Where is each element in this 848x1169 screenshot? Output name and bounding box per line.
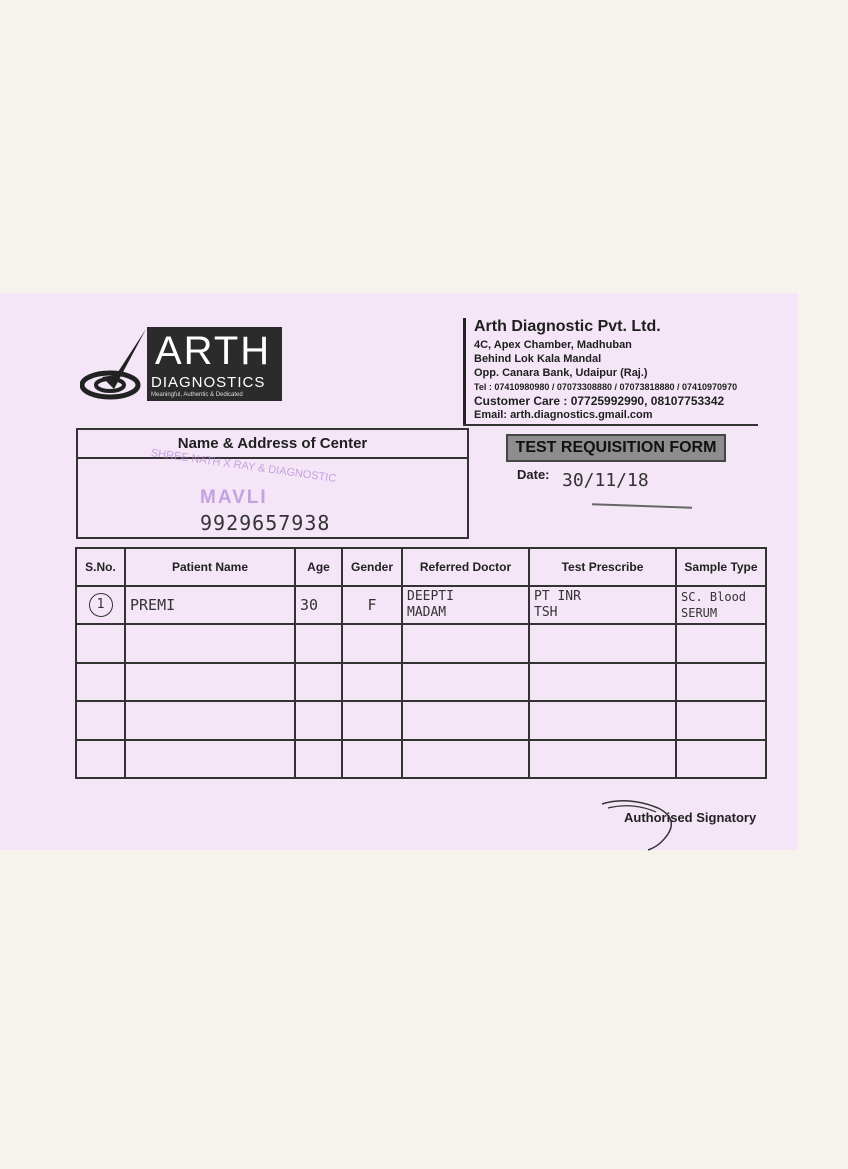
form-title: TEST REQUISITION FORM [506, 434, 726, 462]
target-check-icon [80, 327, 150, 402]
cell-sample [676, 586, 766, 624]
telephone-numbers: Tel : 07410980980 / 07073308880 / 07073818880 / 07410970970 [474, 382, 738, 392]
arth-logo [147, 327, 282, 401]
col-sample-type: Sample Type [676, 548, 766, 586]
col-gender: Gender [342, 548, 402, 586]
company-email: Email: arth.diagnostics.gmail.com [474, 409, 653, 421]
patient-table [75, 547, 767, 779]
cell-sno [76, 586, 125, 624]
customer-care: Customer Care : 07725992990, 08107753342 [474, 394, 725, 408]
center-title: Name & Address of Center [78, 430, 467, 459]
table-row [76, 586, 766, 624]
col-patient-name: Patient Name [125, 548, 295, 586]
logo-brand: ARTH [155, 329, 272, 373]
test-line-1: PT INR [534, 589, 581, 605]
cell-gender: F [342, 586, 402, 624]
stamp-center-name: SHREE NATH X RAY & DIAGNOSTIC [150, 447, 337, 485]
company-info [474, 318, 737, 422]
company-divider [463, 318, 466, 424]
date-value: 30/11/18 [562, 470, 649, 491]
test-line-2: TSH [534, 605, 558, 621]
cell-patient: PREMI [125, 586, 295, 624]
company-name: Arth Diagnostic Pvt. Ltd. [474, 318, 661, 335]
col-age: Age [295, 548, 342, 586]
logo-sub: DIAGNOSTICS [151, 374, 266, 391]
address-line-2: Behind Lok Kala Mandal [474, 353, 602, 365]
sno-circled: 1 [89, 593, 113, 617]
col-referred-doctor: Referred Doctor [402, 548, 529, 586]
center-phone: 9929657938 [200, 511, 331, 535]
header-rule [463, 424, 758, 426]
col-test-prescribe: Test Prescribe [529, 548, 676, 586]
address-line-1: 4C, Apex Chamber, Madhuban [474, 339, 632, 351]
table-row [76, 624, 766, 662]
cell-age: 30 [295, 586, 342, 624]
date-label: Date: [517, 467, 550, 482]
sample-line-1: SC. Blood [681, 590, 747, 605]
table-header-row [76, 548, 766, 586]
col-sno: S.No. [76, 548, 125, 586]
table-row [76, 740, 766, 778]
table-row [76, 701, 766, 739]
center-stamp [118, 447, 378, 515]
address-line-3: Opp. Canara Bank, Udaipur (Raj.) [474, 367, 648, 379]
cell-test [529, 586, 676, 624]
authorised-signatory: Authorised Signatory [624, 810, 757, 825]
stamp-city: MAVLI [200, 487, 268, 508]
logo-tagline: Meaningful, Authentic & Dedicated [151, 392, 243, 398]
doctor-line-2: MADAM [407, 605, 447, 621]
table-row [76, 663, 766, 701]
sample-line-2: SERUM [681, 606, 718, 621]
doctor-line-1: DEEPTI [407, 589, 454, 605]
cell-doctor [402, 586, 529, 624]
